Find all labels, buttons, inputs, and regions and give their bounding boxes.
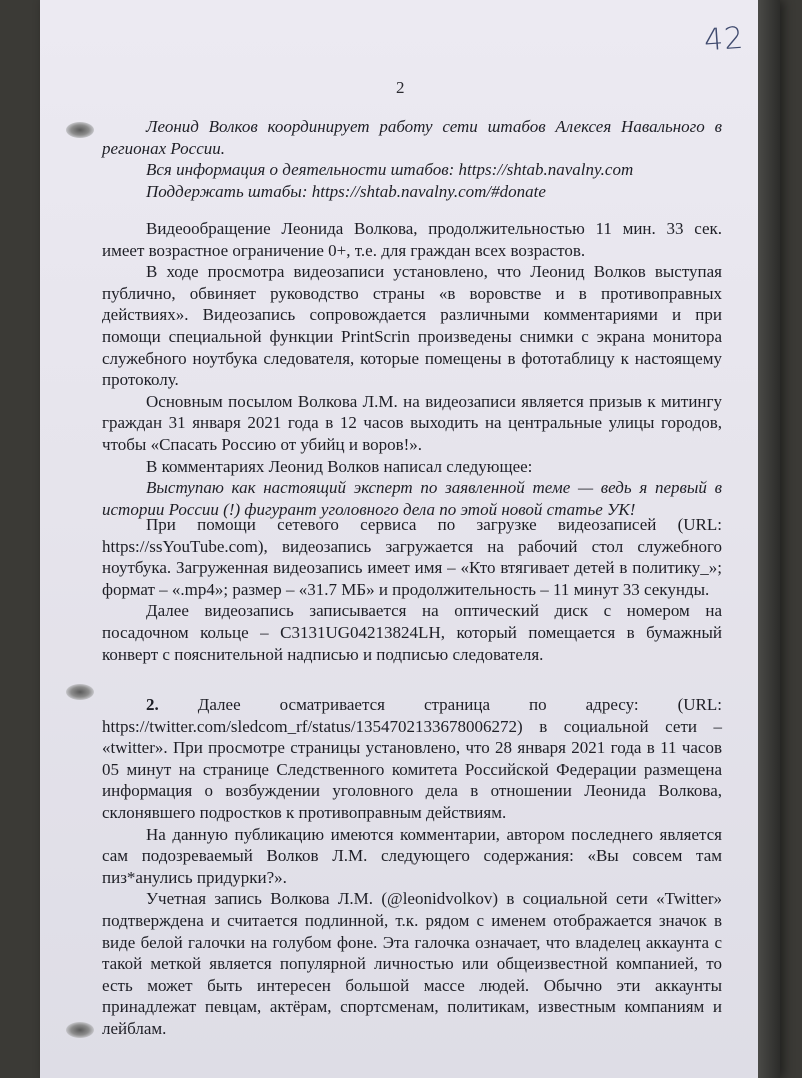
page-number: 2: [396, 78, 405, 97]
paragraph: В ходе просмотра видеозаписи установлено, что Леонид Волков выступая публично, обвиняет руководство страны «в воровстве и в противоправных действиях». Видеозапись сопровождается различными комментариями и при помощи специальной функции PrintScrin произведены снимки с экрана монитора служебного ноутбука следователя, которые помещены в фототаблицу к настоящему протоколу.: [102, 262, 722, 390]
intro-line-3: Поддержать штабы: https://shtab.navalny.com/#donate: [146, 181, 546, 201]
quote: Выступаю как настоящий эксперт по заявленной теме — ведь я первый в истории России (!) фигурант уголовного дела по этой новой статье УК!: [102, 478, 722, 519]
paragraph: На данную публикацию имеются комментарии, автором последнего является сам подозреваемый Волков Л.М. следующего содержания: «Вы совсем там пиз*анулись придурки?».: [102, 824, 722, 887]
intro-line-2: Вся информация о деятельности штабов: https://shtab.navalny.com: [146, 160, 634, 180]
paragraph: Видеообращение Леонида Волкова, продолжительностью 11 мин. 33 сек. имеет возрастное ограничение 0+, т.е. для граждан всех возрастов.: [102, 219, 722, 260]
paragraph: Далее видеозапись записывается на оптический диск с номером на посадочном кольце – C3131UG04213824LH, который помещается в бумажный конверт с пояснительной надписью и подписью следователя.: [102, 601, 722, 664]
intro-block: [102, 116, 722, 202]
section-2: [102, 694, 722, 1040]
binder-hole: [66, 122, 94, 138]
paragraph: Учетная запись Волкова Л.М. (@leonidvolkov) в социальной сети «Twitter» подтверждена и считается подлинной, т.к. рядом с именем отображается значок в виде белой галочки на голубом фоне. Эта галочка означает, что владелец аккаунта с такой меткой является популярной личностью или общеизвестной компанией, то есть может быть интересен большой массе людей. Обычно эти аккаунты принадлежат певцам, актёрам, спортсменам, политикам, известным компаниям и лейблам.: [102, 889, 722, 1038]
section-number: 2.: [146, 695, 159, 714]
body-block-1: [102, 218, 722, 520]
section-2-text: Далее осматривается страница по адресу: (URL: https://twitter.com/sledcom_rf/status/1354702133678006272) в социальной сети – «twitter». При просмотре страницы установлено, что 28 января 2021 года в 11 часов 05 минут на странице Следственного комитета Российской Федерации размещена информация о возбуждении уголовного дела в отношении Леонида Волкова, склонявшего подростков к противоправным действиям.: [102, 695, 722, 822]
handwritten-page-number: 42: [702, 20, 746, 59]
paragraph: В комментариях Леонид Волков написал следующее:: [146, 456, 533, 476]
intro-line-1: Леонид Волков координирует работу сети штабов Алексея Навального в регионах России.: [102, 117, 722, 158]
binder-hole: [66, 1022, 94, 1038]
binder-hole: [66, 684, 94, 700]
body-block-2: [102, 514, 722, 665]
paragraph: При помощи сетевого сервиса по загрузке видеозаписей (URL: https://ssYouTube.com), видеозапись загружается на рабочий стол служебного ноутбука. Загруженная видеозапись имеет имя – «Кто втягивает детей в политику_»; формат – «.mp4»; размер – «31.7 МБ» и продолжительность – 11 минут 33 секунды.: [102, 515, 722, 599]
section-2-paragraph: [102, 694, 722, 824]
page-edge-shadow: [758, 0, 780, 1078]
paragraph: Основным посылом Волкова Л.М. на видеозаписи является призыв к митингу граждан 31 января 2021 года в 12 часов выходить на центральные улицы городов, чтобы «Спасать Россию от убийц и воров!».: [102, 391, 722, 454]
